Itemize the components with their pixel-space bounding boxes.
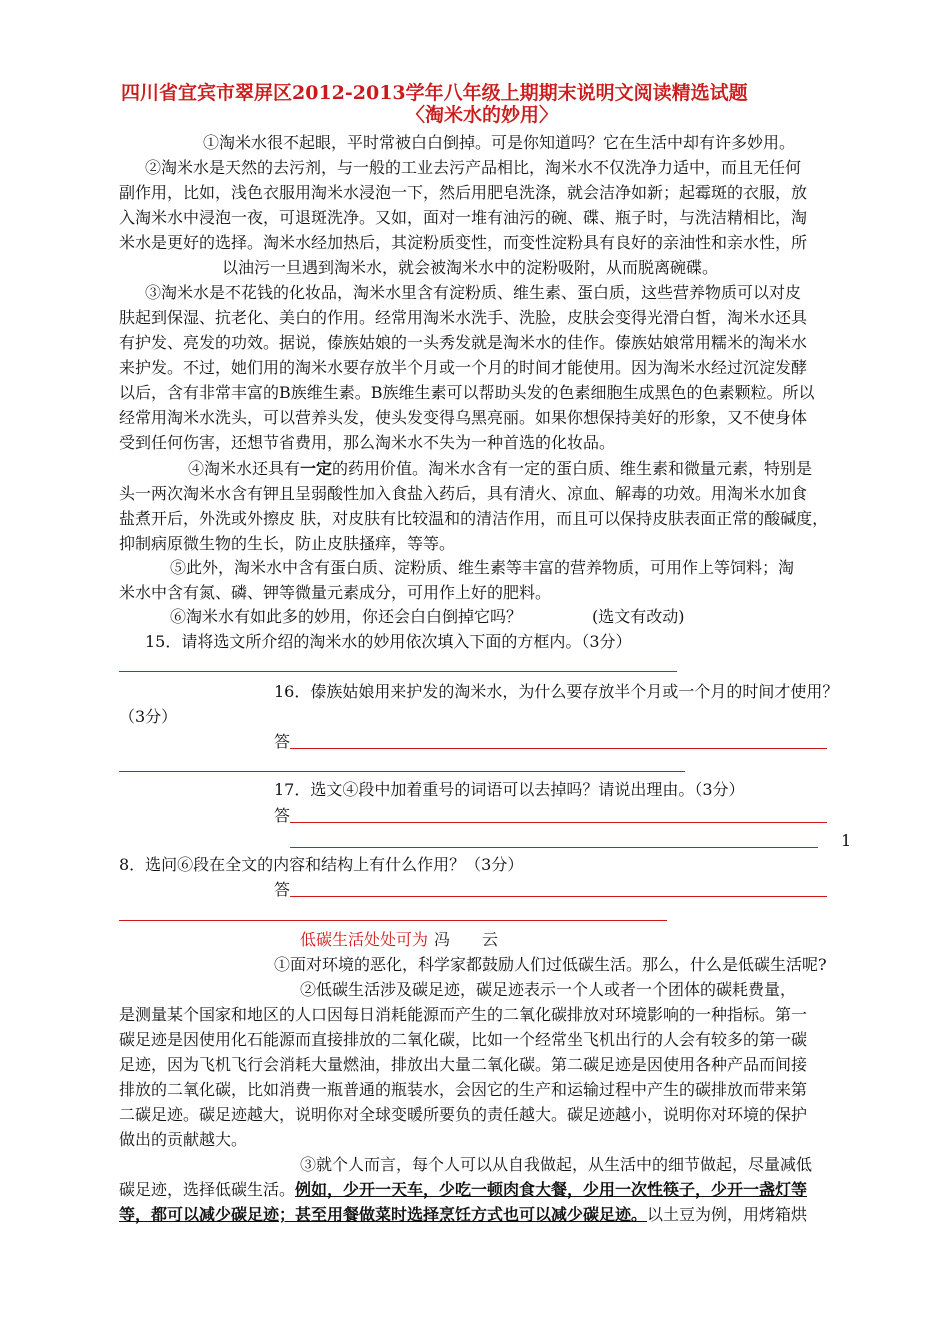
paragraph-2-line: 米水是更好的选择。淘米水经加热后，其淀粉质变性，而变性淀粉具有良好的亲油性和亲水性，所: [119, 233, 808, 252]
answer-line[interactable]: [119, 771, 685, 772]
paragraph-2-line: 入淘米水中浸泡一夜，可退斑洗净。又如，面对一堆有油污的碗、碟、瓶子时，与洗洁精相比，淘: [119, 208, 808, 227]
paragraph-3-line: 受到任何伤害，还想节省费用，那么淘米水不失为一种首选的化妆品。: [119, 433, 616, 452]
page-mark: 1: [841, 831, 852, 850]
article-2-paragraph-3-line: [119, 1205, 807, 1225]
paragraph-4-line: [188, 459, 812, 479]
paragraph-4-line: 盐煮开后，外洗或外擦皮 肤，对皮肤有比较温和的清洁作用，而且可以保持皮肤表面正常的酸碱度，: [119, 509, 829, 528]
article-2-paragraph-2-line: ②低碳生活涉及碳足迹，碳足迹表示一个人或者一个团体的碳耗费量，: [300, 980, 797, 999]
paragraph-3-line: 经常用淘米水洗头，可以营养头发，使头发变得乌黑亮丽。如果你想保持美好的形象，又不使身体: [119, 408, 808, 427]
paragraph-2-line: 以油污一旦遇到淘米水，就会被淘米水中的淀粉吸附，从而脱离碗碟。: [222, 258, 719, 277]
answer-line[interactable]: [290, 748, 827, 749]
article-2-paragraph-2-line: 二碳足迹。碳足迹越大，说明你对全球变暖所要负的责任越大。碳足迹越小，说明你对环境的保护: [119, 1105, 808, 1124]
article-2-title: 低碳生活处处可为: [300, 930, 429, 949]
emphasized-word: 一定: [300, 459, 333, 478]
paragraph-1: ①淘米水很不起眼，平时常被白白倒掉。可是你知道吗？它在生活中却有许多妙用。: [203, 133, 796, 152]
source-note: (选文有改动): [592, 607, 685, 626]
paragraph-6: ⑥淘米水有如此多的妙用，你还会白白倒掉它吗？: [170, 607, 523, 626]
article-2-paragraph-3-line: [119, 1180, 807, 1200]
paragraph-4-line: 头一两次淘米水含有钾且呈弱酸性加入食盐入药后，具有清火、凉血、解毒的功效。用淘米水加食: [119, 484, 808, 503]
answer-line[interactable]: [290, 822, 827, 823]
page-title: 四川省宜宾市翠屏区2012-2013学年八年级上期期末说明文阅读精选试题: [121, 82, 748, 104]
paragraph-3-line: 有护发、亮发的功效。据说，傣族姑娘的一头秀发就是淘米水的佳作。傣族姑娘常用糯米的淘米水: [119, 333, 808, 352]
question-17: 17．选文④段中加着重号的词语可以去掉吗？请说出理由。（3分）: [274, 780, 745, 799]
paragraph-2-line: ②淘米水是天然的去污剂，与一般的工业去污产品相比，淘米水不仅洗净力适中，而且无任何: [145, 158, 802, 177]
article-2-paragraph-2-line: 是测量某个国家和地区的人口因每日消耗能源而产生的二氧化碳排放对环境影响的一种指标。第一: [119, 1005, 808, 1024]
article-2-paragraph-2-line: 排放的二氧化碳，比如消费一瓶普通的瓶装水，会因它的生产和运输过程中产生的碳排放而带来第: [119, 1080, 808, 1099]
article-2-paragraph-2-line: 做出的贡献越大。: [119, 1130, 248, 1149]
article-2-author: 冯 云: [434, 930, 499, 949]
answer-label: 答: [274, 806, 291, 825]
answer-label: 答: [274, 732, 291, 751]
article-title: 〈淘米水的妙用〉: [406, 104, 559, 126]
paragraph-4-line: 抑制病原微生物的生长，防止皮肤搔痒，等等。: [119, 534, 456, 553]
p4-rest: 的药用价值。淘米水含有一定的蛋白质、维生素和微量元素，特别是: [332, 459, 813, 478]
answer-line[interactable]: [119, 920, 667, 921]
p3-text: 碳足迹，选择低碳生活。: [119, 1180, 296, 1199]
article-2-paragraph-2-line: 足迹，因为飞机飞行会消耗大量燃油，排放出大量二氧化碳。第二碳足迹是因使用各种产品而间接: [119, 1055, 808, 1074]
article-2-paragraph-2-line: 碳足迹是因使用化石能源而直接排放的二氧化碳，比如一个经常坐飞机出行的人会有较多的第一碳: [119, 1030, 808, 1049]
question-18: 8．选问⑥段在全文的内容和结构上有什么作用？（3分）: [119, 855, 524, 874]
article-2-paragraph-3-line: ③就个人而言，每个人可以从自我做起，从生活中的细节做起，尽量减低: [300, 1155, 813, 1174]
answer-label: 答: [274, 880, 291, 899]
paragraph-3-line: 以后，含有非常丰富的B族维生素。B族维生素可以帮助头发的色素细胞生成黑色的色素颗粒。所以: [119, 383, 815, 402]
answer-line[interactable]: [119, 671, 677, 672]
underlined-example: 等，都可以减少碳足迹；甚至用餐做菜时选择烹饪方式也可以减少碳足迹。: [119, 1205, 648, 1224]
paragraph-5-line: 米水中含有氮、磷、钾等微量元素成分，可用作上好的肥料。: [119, 583, 552, 602]
paragraph-3-line: 来护发。不过，她们用的淘米水要存放半个月或一个月的时间才能使用。因为淘米水经过沉淀发酵: [119, 358, 808, 377]
article-2-paragraph-1: ①面对环境的恶化，科学家都鼓励人们过低碳生活。那么，什么是低碳生活呢?: [274, 955, 827, 974]
answer-line[interactable]: [290, 896, 827, 897]
p4-prefix: ④淘米水还具有: [188, 459, 301, 478]
question-16-score: （3分）: [119, 707, 178, 726]
question-15: 15．请将选文所介绍的淘米水的妙用依次填入下面的方框内。（3分）: [145, 632, 632, 651]
paragraph-3-line: 肤起到保湿、抗老化、美白的作用。经常用淘米水洗手、洗脸，皮肤会变得光滑白皙，淘米水还具: [119, 308, 808, 327]
question-16: 16．傣族姑娘用来护发的淘米水，为什么要存放半个月或一个月的时间才使用？: [274, 682, 839, 701]
paragraph-3-line: ③淘米水是不花钱的化妆品，淘米水里含有淀粉质、维生素、蛋白质，这些营养物质可以对皮: [145, 283, 802, 302]
p3-text: 以土豆为例，用烤箱烘: [647, 1205, 808, 1224]
paragraph-5-line: ⑤此外，淘米水中含有蛋白质、淀粉质、维生素等丰富的营养物质，可用作上等饲料；淘: [170, 558, 795, 577]
paragraph-2-line: 副作用，比如，浅色衣服用淘米水浸泡一下，然后用肥皂洗涤，就会洁净如新；起霉斑的衣服，放: [119, 183, 808, 202]
underlined-example: 例如，少开一天车，少吃一顿肉食大餐，少用一次性筷子，少开一盏灯等: [295, 1180, 808, 1199]
answer-line[interactable]: [290, 847, 818, 848]
